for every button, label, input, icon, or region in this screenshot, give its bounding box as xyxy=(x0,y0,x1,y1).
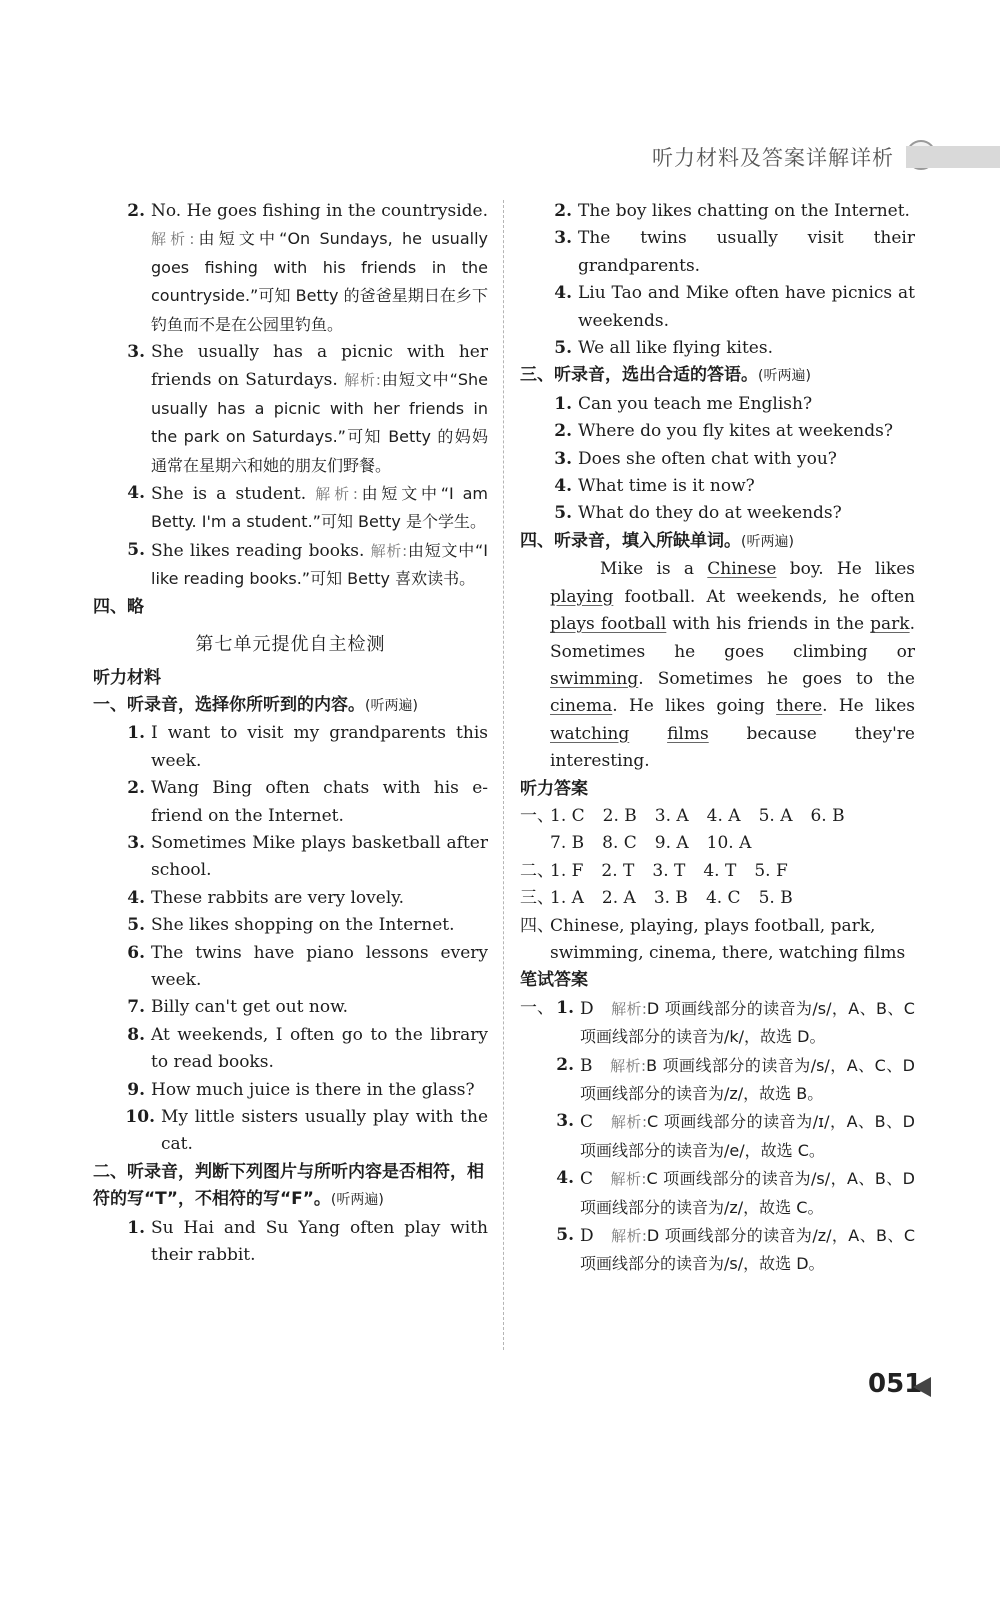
item-text: What do they do at weekends? xyxy=(578,503,842,524)
item-text xyxy=(580,1052,915,1109)
item-text: The twins usually visit their grandparents. xyxy=(578,228,915,276)
list-item xyxy=(93,537,488,594)
filled-word: swimming xyxy=(550,668,639,689)
passage-text: . He likes xyxy=(822,696,916,717)
page-number: 051 xyxy=(868,1369,923,1399)
item-text: Liu Tao and Mike often have picnics at weekends. xyxy=(578,283,915,331)
answer-row xyxy=(520,830,915,857)
section-title: 四、听录音，填入所缺单词。 xyxy=(520,530,741,551)
answer-item: 2. A xyxy=(601,888,636,909)
item-number: 2. xyxy=(556,1054,574,1075)
item-number: 1. xyxy=(556,997,574,1018)
item-number: 2. xyxy=(127,778,145,799)
answer-item: 3. T xyxy=(652,860,686,881)
page-arrow-icon xyxy=(913,1377,931,1397)
answer-item: 7. B xyxy=(550,833,585,854)
list-item xyxy=(93,1077,488,1104)
item-text xyxy=(580,1165,915,1222)
answer-text: She likes reading books. xyxy=(151,540,365,561)
answer-row xyxy=(520,858,915,885)
explanation-text: C 项画线部分的读音为/ɪ/，A、B、D 项画线部分的读音为/e/，故选 C。 xyxy=(580,1112,915,1160)
answer-item: 3. B xyxy=(653,888,688,909)
fill-in-passage xyxy=(520,556,915,775)
item-text: What time is it now? xyxy=(578,476,755,497)
section-heading xyxy=(520,528,915,556)
section-note: (听两遍) xyxy=(741,533,794,550)
item-number: 3. xyxy=(554,448,572,469)
list-item xyxy=(520,335,915,362)
answer-item: 4. A xyxy=(706,805,741,826)
item-number: 3. xyxy=(127,342,145,363)
answer-choice: C xyxy=(580,1112,594,1133)
explanation-text: C 项画线部分的读音为/s/，A、B、D 项画线部分的读音为/z/，故选 C。 xyxy=(580,1169,915,1217)
item-text: How much juice is there in the glass? xyxy=(151,1079,475,1100)
explanation-text: 由短文中“I like reading books.”可知 Betty 喜欢读书。 xyxy=(151,540,488,589)
answer-choice: B xyxy=(580,1055,593,1076)
item-number: 5. xyxy=(556,1225,574,1246)
list-item xyxy=(520,446,915,473)
item-number: 4. xyxy=(556,1168,574,1189)
explanation-label: 解析: xyxy=(610,1056,647,1075)
explanation-text: 由短文中“On Sundays, he usually goes fishing with his friends in the countryside.”可知 Betty 的爸爸星期日在乡下钓鱼而不是在公园里钓鱼。 xyxy=(151,229,488,334)
answer-item: 3. A xyxy=(654,805,689,826)
item-text: The twins have piano lessons every week. xyxy=(151,942,488,990)
list-item xyxy=(93,830,488,885)
item-number: 4. xyxy=(127,887,145,908)
written-answer-list xyxy=(550,995,915,1279)
list-item xyxy=(550,1108,915,1165)
item-number: 2. xyxy=(127,201,145,221)
listening-material-title: 听力材料 xyxy=(93,667,161,688)
answer-text: She usually has a picnic with her friends on Saturdays. xyxy=(151,342,488,391)
list-item xyxy=(520,418,915,445)
answer-choice: D xyxy=(580,1226,594,1247)
explanation-text: D 项画线部分的读音为/s/，A、B、C 项画线部分的读音为/k/，故选 D。 xyxy=(580,998,915,1047)
item-number: 3. xyxy=(127,832,145,853)
explanation-label: 解析: xyxy=(370,541,408,560)
item-number: 4. xyxy=(554,476,572,497)
list-item xyxy=(520,225,915,280)
passage-text: Mike is a xyxy=(600,559,708,580)
unit-title: 第七单元提优自主检测 xyxy=(195,634,386,656)
item-number: 1. xyxy=(127,723,145,744)
list-item xyxy=(93,720,488,775)
answer-item: 1. C xyxy=(550,805,585,826)
explanation-label: 解析: xyxy=(611,1227,647,1246)
passage-text: . Sometimes he goes to the xyxy=(638,668,915,689)
item-number: 5. xyxy=(554,503,572,524)
section-heading xyxy=(93,692,488,720)
answer-item: 9. A xyxy=(654,833,689,854)
item-text: Su Hai and Su Yang often play with their rabbit. xyxy=(151,1217,488,1266)
answer-choice: D xyxy=(580,998,594,1019)
explanation-text: D 项画线部分的读音为/z/，A、B、C 项画线部分的读音为/s/，故选 D。 xyxy=(580,1226,915,1274)
passage-text: . Sometimes he goes climbing or xyxy=(550,614,916,662)
passage-text xyxy=(629,724,667,744)
list-item xyxy=(93,775,488,830)
filled-word: there xyxy=(776,696,823,717)
item-text: These rabbits are very lovely. xyxy=(151,887,405,908)
filled-word: watching xyxy=(550,723,630,744)
answer-item: 10. A xyxy=(706,833,752,854)
item-text xyxy=(151,537,488,594)
item-number: 4. xyxy=(554,283,572,304)
filled-word: Chinese xyxy=(707,559,777,580)
item-number: 9. xyxy=(127,1079,145,1100)
listening-answers-title: 听力答案 xyxy=(520,778,588,799)
item-text xyxy=(151,198,488,339)
written-answers-title: 笔试答案 xyxy=(520,970,588,991)
item-text: Where do you fly kites at weekends? xyxy=(578,421,893,442)
answer-list xyxy=(550,803,915,830)
item-text xyxy=(580,1108,915,1165)
answer-item: 5. F xyxy=(754,860,788,881)
list-item xyxy=(93,1022,488,1077)
answer-lead: 二、 xyxy=(520,860,554,881)
answer-item: 6. B xyxy=(810,805,845,826)
answer-lead: 四、 xyxy=(520,915,554,936)
answer-list xyxy=(550,858,915,885)
answer-row xyxy=(520,913,915,968)
item-text: Does she often chat with you? xyxy=(578,448,837,469)
filled-word: plays football xyxy=(550,614,667,635)
right-column xyxy=(520,198,915,1279)
answer-text: She is a student. xyxy=(151,484,307,505)
item-text: Wang Bing often chats with his e-friend on the Internet. xyxy=(151,778,488,826)
list-item xyxy=(520,500,915,527)
item-number: 1. xyxy=(554,393,572,414)
answer-lead: 一、 xyxy=(520,997,554,1018)
passage-text: boy. He likes xyxy=(776,559,915,580)
filled-word: park xyxy=(870,614,910,635)
answer-item: 1. A xyxy=(550,888,584,909)
list-item xyxy=(93,885,488,912)
section-heading xyxy=(93,1159,488,1215)
item-text xyxy=(151,480,488,537)
answer-item: 8. C xyxy=(602,833,637,854)
explanation-label: 解析: xyxy=(151,230,195,249)
item-text: At weekends, I often go to the library to read books. xyxy=(151,1024,488,1073)
item-text: My little sisters usually play with the cat. xyxy=(161,1107,488,1155)
answer-row xyxy=(520,803,915,830)
item-number: 3. xyxy=(554,228,572,249)
item-number: 7. xyxy=(127,997,145,1018)
passage-text: because they're interesting. xyxy=(550,723,915,772)
passage-text: football. At weekends, he often xyxy=(613,586,915,607)
list-item xyxy=(520,391,915,418)
item-number: 10. xyxy=(125,1107,155,1127)
item-number: 2. xyxy=(554,421,572,442)
answer-row xyxy=(520,885,915,912)
item-number: 5. xyxy=(127,539,145,560)
item-number: 1. xyxy=(127,1217,145,1238)
answer-item: 5. B xyxy=(758,888,793,909)
list-item xyxy=(93,1215,488,1270)
item-number: 6. xyxy=(127,942,145,963)
answer-item: 5. A xyxy=(758,805,793,826)
item-text xyxy=(580,995,915,1052)
item-number: 5. xyxy=(554,338,572,359)
filled-word: playing xyxy=(550,586,614,607)
passage-text: . He likes going xyxy=(612,696,777,717)
item-text: Sometimes Mike plays basketball after school. xyxy=(151,832,488,881)
filled-word: cinema xyxy=(550,696,613,717)
answer-list xyxy=(550,830,915,857)
explanation-text: 由短文中“I am Betty. I'm a student.”可知 Betty 是个学生。 xyxy=(151,484,488,532)
answer-lead xyxy=(520,830,550,857)
header-bar xyxy=(906,146,1000,168)
item-number: 5. xyxy=(127,915,145,936)
list-item xyxy=(93,994,488,1021)
item-text xyxy=(151,339,488,480)
answer-item: 2. B xyxy=(602,805,637,826)
column-divider xyxy=(503,200,504,1350)
section-title: 一、听录音，选择你所听到的内容。 xyxy=(93,694,365,715)
list-item xyxy=(93,480,488,537)
list-item xyxy=(93,1104,488,1159)
item-text: I want to visit my grandparents this week. xyxy=(151,723,488,771)
answer-item: 2. T xyxy=(601,860,635,881)
section-title: 二、听录音，判断下列图片与所听内容是否相符，相符的写“T”，不相符的写“F”。 xyxy=(93,1161,484,1210)
explanation-label: 解析: xyxy=(315,485,358,504)
explanation-label: 解析: xyxy=(610,1170,647,1189)
answer-item: 4. T xyxy=(703,860,737,881)
explanation-text: B 项画线部分的读音为/s/，A、C、D 项画线部分的读音为/z/，故选 B。 xyxy=(580,1055,915,1103)
answer-list xyxy=(550,885,915,912)
section-heading: 四、略 xyxy=(93,596,144,617)
item-text: We all like flying kites. xyxy=(578,338,773,359)
list-item xyxy=(550,995,915,1052)
answer-lead: 一、 xyxy=(520,805,554,826)
section-note: (听两遍) xyxy=(758,368,811,385)
item-number: 8. xyxy=(127,1024,145,1045)
section-note: (听两遍) xyxy=(330,1192,384,1209)
passage-text: with his friends in the xyxy=(666,614,871,635)
section-note: (听两遍) xyxy=(365,697,418,714)
left-column xyxy=(93,198,488,1269)
item-text: Billy can't get out now. xyxy=(151,997,349,1018)
item-number: 2. xyxy=(554,201,572,221)
explanation-label: 解析: xyxy=(610,1113,648,1132)
section-title: 三、听录音，选出合适的答语。 xyxy=(520,365,758,386)
answer-lead: 三、 xyxy=(520,888,554,909)
list-item xyxy=(93,339,488,480)
answer-item: 1. F xyxy=(550,860,584,881)
item-number: 3. xyxy=(556,1111,574,1132)
list-item xyxy=(93,940,488,995)
page-header xyxy=(600,140,1000,176)
list-item xyxy=(520,473,915,500)
header-title: 听力材料及答案详解详析 xyxy=(652,146,894,170)
item-text: The boy likes chatting on the Internet. xyxy=(578,201,910,221)
list-item xyxy=(550,1052,915,1109)
section-heading xyxy=(520,362,915,390)
answer-text: No. He goes fishing in the countryside. xyxy=(151,201,488,221)
answer-choice: C xyxy=(580,1169,594,1190)
item-text xyxy=(580,1222,915,1279)
filled-word: films xyxy=(667,723,709,744)
item-number: 4. xyxy=(127,483,145,504)
answer-row xyxy=(520,995,915,1279)
explanation-label: 解析: xyxy=(611,999,647,1018)
answer-item: 4. C xyxy=(705,888,741,909)
explanation-label: 解析: xyxy=(344,371,381,390)
explanation-text: 由短文中“She usually has a picnic with her friends in the park on Saturdays.”可知 Betty 的妈妈通常在星期六和她的朋友们野餐。 xyxy=(151,370,489,475)
list-item xyxy=(93,198,488,339)
answer-text: Chinese, playing, plays football, park, swimming, cinema, there, watching films xyxy=(550,915,906,963)
item-text: She likes shopping on the Internet. xyxy=(151,915,455,936)
list-item xyxy=(93,912,488,939)
list-item xyxy=(520,198,915,225)
list-item xyxy=(520,280,915,335)
item-text: Can you teach me English? xyxy=(578,393,813,414)
list-item xyxy=(550,1222,915,1279)
list-item xyxy=(550,1165,915,1222)
